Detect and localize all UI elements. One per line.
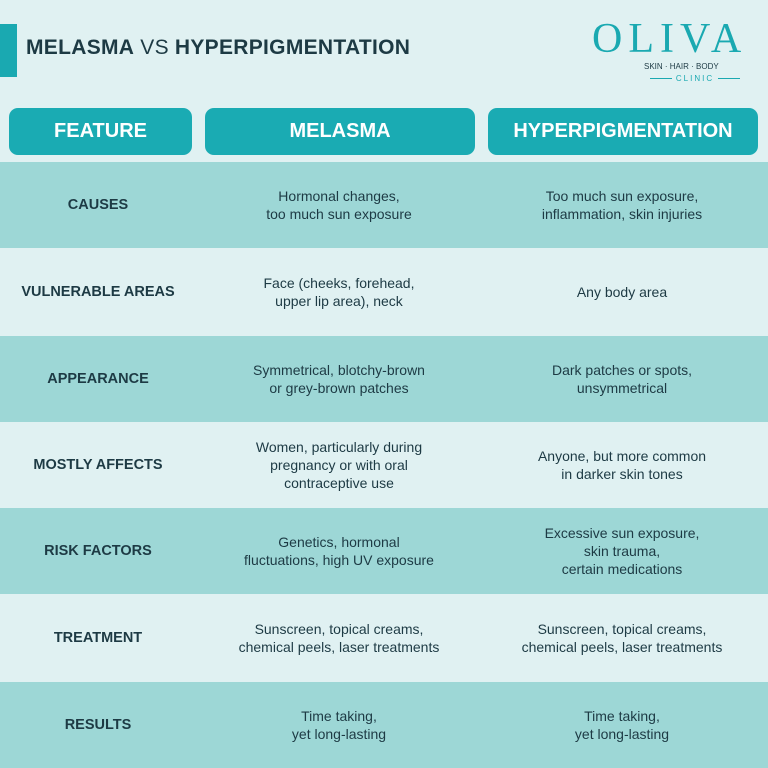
cell-line: skin trauma, (583, 543, 661, 559)
hyperpigmentation-cell (482, 283, 762, 301)
melasma-cell (200, 533, 478, 569)
logo-clinic: CLINIC (644, 74, 746, 84)
feature-cell: MOSTLY AFFECTS (33, 457, 163, 473)
title-part1: MELASMA (26, 36, 135, 59)
title-part2: HYPERPIGMENTATION (174, 36, 411, 59)
cell-line: Symmetrical, blotchy-brown (253, 362, 425, 378)
hyperpigmentation-cell (482, 524, 762, 578)
cell-line: too much sun exposure (266, 206, 412, 222)
cell-line: upper lip area), neck (275, 293, 403, 309)
table-row (0, 682, 768, 768)
cell-line: Time taking, (301, 708, 377, 724)
feature-cell: RISK FACTORS (44, 543, 152, 559)
logo-name: OLIVA (592, 16, 748, 62)
cell-line: or grey-brown patches (269, 380, 409, 396)
cell-line: Time taking, (584, 708, 660, 724)
table-row (0, 248, 768, 336)
table-row (0, 594, 768, 682)
cell-line: yet long-lasting (291, 726, 387, 742)
cell-line: chemical peels, laser treatments (238, 639, 440, 655)
melasma-cell (200, 361, 478, 397)
cell-line: Excessive sun exposure, (544, 525, 700, 541)
cell-line: Sunscreen, topical creams, (254, 621, 424, 637)
cell-line: certain medications (561, 561, 683, 577)
title-accent-bar (0, 24, 17, 77)
hyperpigmentation-cell (482, 447, 762, 483)
header-melasma: MELASMA (205, 108, 475, 155)
table-row (0, 336, 768, 422)
melasma-cell (200, 274, 478, 310)
table-row (0, 422, 768, 508)
page-title (26, 36, 410, 60)
cell-line: Hormonal changes, (278, 188, 400, 204)
cell-line: Face (cheeks, forehead, (263, 275, 415, 291)
cell-line: Dark patches or spots, (551, 362, 693, 378)
header-feature: FEATURE (9, 108, 192, 155)
hyperpigmentation-cell (482, 707, 762, 743)
logo-tagline: SKIN · HAIR · BODY (644, 62, 719, 71)
cell-line: Any body area (576, 284, 668, 300)
title-vs: VS (140, 36, 169, 59)
cell-line: in darker skin tones (561, 466, 683, 482)
oliva-logo (592, 18, 752, 84)
feature-cell: APPEARANCE (47, 371, 149, 387)
cell-line: Too much sun exposure, (545, 188, 699, 204)
cell-line: Women, particularly during (255, 439, 423, 455)
cell-line: inflammation, skin injuries (541, 206, 703, 222)
feature-cell: RESULTS (64, 717, 132, 733)
feature-cell: CAUSES (67, 197, 129, 213)
table-row (0, 162, 768, 248)
cell-line: pregnancy or with oral (270, 457, 408, 473)
cell-line: Genetics, hormonal (278, 534, 400, 550)
table-row (0, 508, 768, 594)
melasma-cell (200, 707, 478, 743)
cell-line: contraceptive use (284, 475, 394, 491)
hyperpigmentation-cell (482, 361, 762, 397)
cell-line: Anyone, but more common (537, 448, 707, 464)
header-hyperpigmentation: HYPERPIGMENTATION (488, 108, 758, 155)
cell-line: Sunscreen, topical creams, (537, 621, 707, 637)
cell-line: unsymmetrical (576, 380, 668, 396)
melasma-cell (200, 187, 478, 223)
hyperpigmentation-cell (482, 187, 762, 223)
hyperpigmentation-cell (482, 620, 762, 656)
cell-line: fluctuations, high UV exposure (244, 552, 434, 568)
cell-line: yet long-lasting (574, 726, 670, 742)
cell-line: chemical peels, laser treatments (521, 639, 723, 655)
melasma-cell (200, 620, 478, 656)
melasma-cell (200, 438, 478, 492)
feature-cell: VULNERABLE AREAS (21, 284, 175, 300)
feature-cell: TREATMENT (53, 630, 143, 646)
